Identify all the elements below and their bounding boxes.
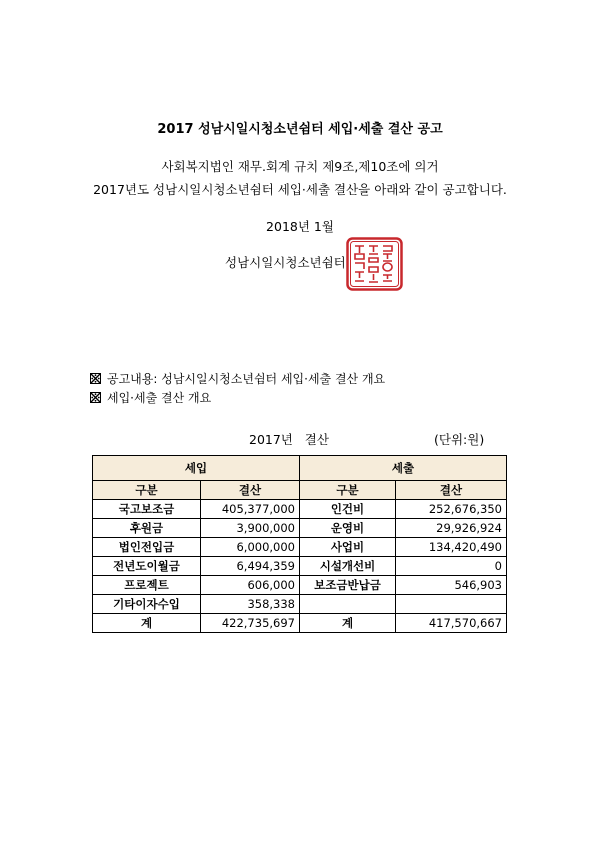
bullet-item	[90, 370, 385, 387]
table-row	[93, 519, 507, 538]
column-header-amount: 결산	[396, 481, 507, 500]
expense-category: 운영비	[300, 519, 396, 538]
total-row	[93, 614, 507, 633]
revenue-category: 법인전입금	[93, 538, 201, 557]
expense-amount: 0	[396, 557, 507, 576]
column-header-category: 구분	[93, 481, 201, 500]
expense-amount	[396, 595, 507, 614]
seal-icon	[346, 237, 403, 291]
revenue-category: 후원금	[93, 519, 201, 538]
table-row	[93, 576, 507, 595]
expense-amount: 252,676,350	[396, 500, 507, 519]
revenue-category: 기타이자수입	[93, 595, 201, 614]
revenue-category: 국고보조금	[93, 500, 201, 519]
expense-amount: 134,420,490	[396, 538, 507, 557]
expense-category	[300, 595, 396, 614]
expense-category: 보조금반납금	[300, 576, 396, 595]
organization-name: 성남시일시청소년쉼터	[225, 255, 346, 270]
bullet-text: 세입·세출 결산 개요	[107, 391, 212, 405]
revenue-total-amount: 422,735,697	[201, 614, 300, 633]
revenue-category: 전년도이월금	[93, 557, 201, 576]
settlement-table	[92, 455, 507, 633]
table-row	[93, 500, 507, 519]
revenue-amount: 6,494,359	[201, 557, 300, 576]
expense-category: 인건비	[300, 500, 396, 519]
table-caption-year: 2017년 결산	[249, 432, 329, 447]
table-caption-unit: (단위:원)	[434, 432, 485, 447]
bullet-text: 공고내용: 성남시일시청소년쉼터 세입·세출 결산 개요	[107, 372, 386, 386]
revenue-amount: 3,900,000	[201, 519, 300, 538]
expense-total-label: 계	[300, 614, 396, 633]
table-row	[93, 595, 507, 614]
bullet-item	[90, 389, 211, 406]
expense-header: 세출	[300, 456, 507, 481]
expense-category: 사업비	[300, 538, 396, 557]
column-header-amount: 결산	[201, 481, 300, 500]
notice-line-1: 사회복지법인 재무.회계 규치 제9조,제10조에 의거	[161, 159, 439, 174]
expense-amount: 546,903	[396, 576, 507, 595]
revenue-total-label: 계	[93, 614, 201, 633]
revenue-amount: 405,377,000	[201, 500, 300, 519]
notice-title: 2017 성남시일시청소년쉼터 세입·세출 결산 공고	[157, 122, 443, 137]
table-row	[93, 557, 507, 576]
revenue-amount: 358,338	[201, 595, 300, 614]
expense-total-amount: 417,570,667	[396, 614, 507, 633]
table-row	[93, 538, 507, 557]
revenue-category: 프로젝트	[93, 576, 201, 595]
column-header-category: 구분	[300, 481, 396, 500]
revenue-amount: 606,000	[201, 576, 300, 595]
notice-date: 2018년 1월	[266, 219, 334, 234]
expense-amount: 29,926,924	[396, 519, 507, 538]
reference-mark-icon	[90, 373, 101, 384]
revenue-amount: 6,000,000	[201, 538, 300, 557]
notice-line-2: 2017년도 성남시일시청소년쉼터 세입·세출 결산을 아래와 같이 공고합니다.	[93, 182, 507, 197]
revenue-header: 세입	[93, 456, 300, 481]
expense-category: 시설개선비	[300, 557, 396, 576]
reference-mark-icon	[90, 392, 101, 403]
official-seal	[346, 237, 403, 291]
